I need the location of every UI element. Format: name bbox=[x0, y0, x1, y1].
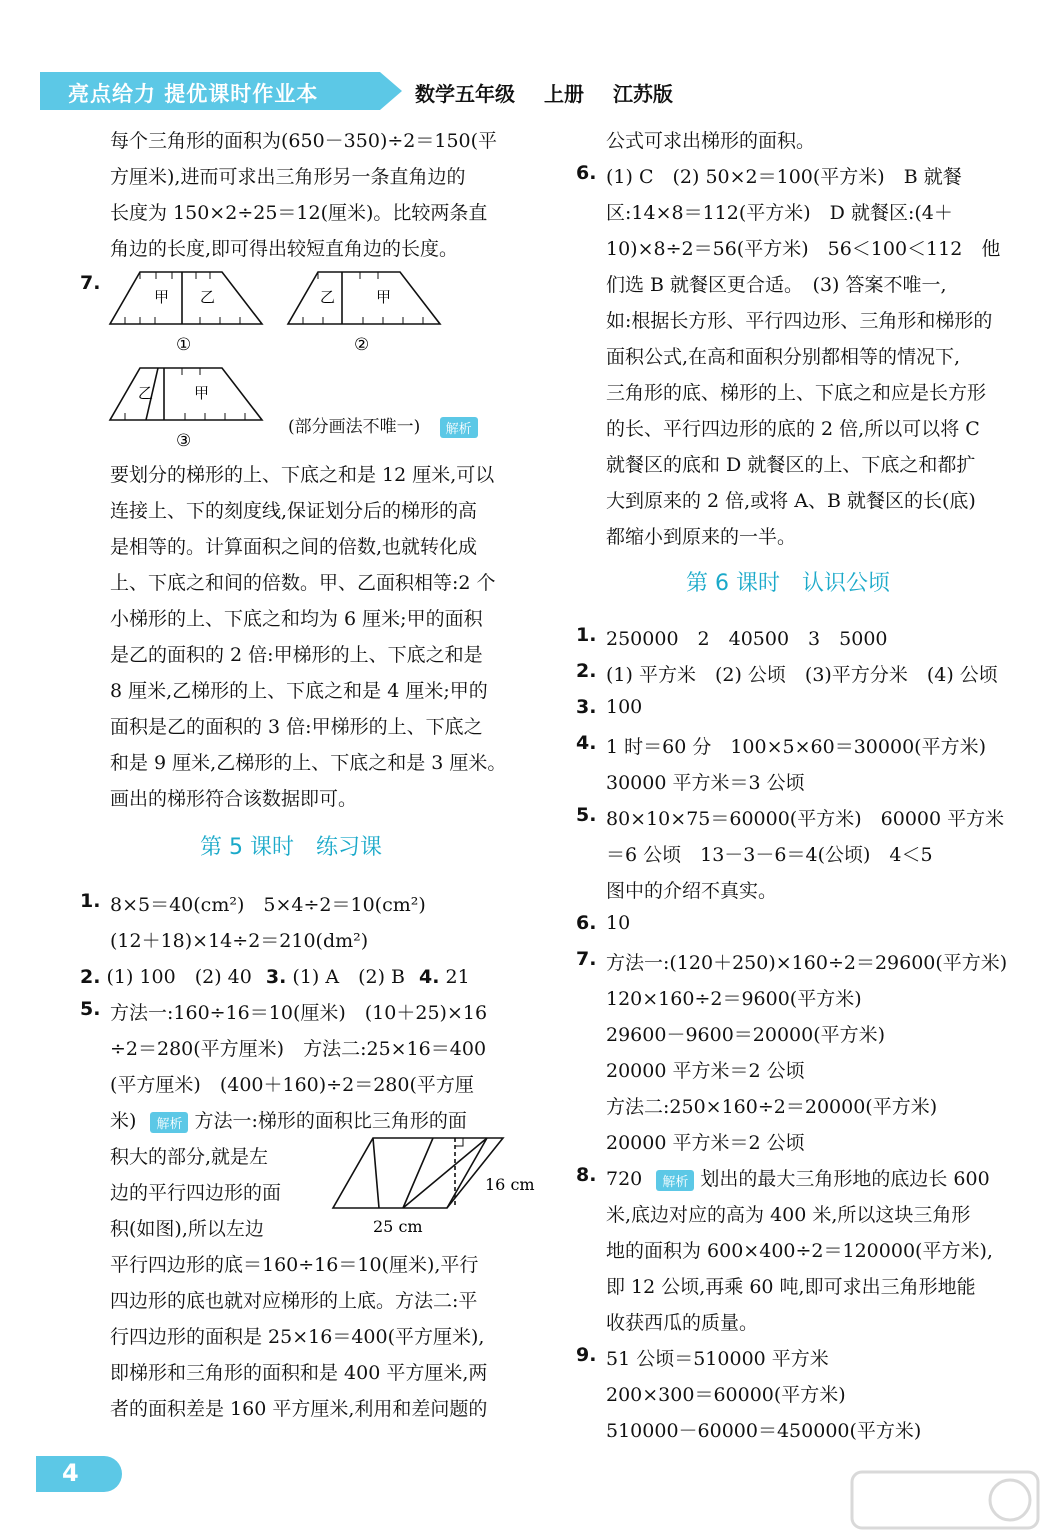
text-line: 200×300＝60000(平方米) bbox=[606, 1384, 846, 1406]
analysis-tag: 解析 bbox=[150, 1112, 188, 1133]
answer-2: (1) 100 (2) 40 bbox=[106, 966, 252, 988]
question-number: 6. bbox=[576, 912, 597, 934]
text-line bbox=[110, 1106, 467, 1133]
text-line: (平方厘米) (400＋160)÷2＝280(平方厘 bbox=[110, 1074, 474, 1096]
question-number: 7. bbox=[576, 948, 597, 970]
height-label: 16 cm bbox=[485, 1175, 535, 1194]
figure-2-label-b: 甲 bbox=[376, 288, 392, 306]
text-line: 51 公顷＝510000 平方米 bbox=[606, 1348, 829, 1370]
q7-note-text: (部分画法不唯一) bbox=[288, 417, 421, 437]
text-line: 连接上、下的刻度线,保证划分后的梯形的高 bbox=[110, 500, 478, 522]
answer-4: 21 bbox=[445, 966, 470, 988]
text-line: 方法一:160÷16＝10(厘米) (10＋25)×16 bbox=[110, 1002, 488, 1024]
text-line: (1) 平方米 (2) 公顷 (3)平方分米 (4) 公顷 bbox=[606, 664, 998, 686]
trapezoid-figure-1 bbox=[110, 272, 262, 324]
header-band-tip bbox=[380, 72, 402, 110]
text-line: 都缩小到原来的一半。 bbox=[606, 526, 797, 548]
text-line: 面积公式,在高和面积分别都相等的情况下, bbox=[606, 346, 961, 368]
analysis-tag: 解析 bbox=[440, 417, 478, 438]
text-line: 如:根据长方形、平行四边形、三角形和梯形的 bbox=[606, 310, 993, 332]
header-banner bbox=[40, 72, 400, 110]
text-line: 方厘米),进而可求出三角形另一条直角边的 bbox=[110, 166, 466, 188]
answer-3: (1) A (2) B bbox=[292, 966, 405, 988]
figure-3-label-a: 乙 bbox=[138, 384, 154, 402]
brand-title: 亮点给力 提优课时作业本 bbox=[68, 82, 319, 106]
text-line: 80×10×75＝60000(平方米) 60000 平方米 bbox=[606, 808, 1005, 830]
text-line: 方法二:250×160÷2＝20000(平方米) bbox=[606, 1096, 938, 1118]
text-line: 120×160÷2＝9600(平方米) bbox=[606, 988, 862, 1010]
text-line: 要划分的梯形的上、下底之和是 12 厘米,可以 bbox=[110, 464, 495, 486]
text-line: 小梯形的上、下底之和均为 6 厘米;甲的面积 bbox=[110, 608, 483, 630]
question-number: 3. bbox=[265, 966, 287, 988]
question-number: 5. bbox=[80, 998, 101, 1020]
q7-note bbox=[288, 412, 478, 438]
book-title bbox=[415, 78, 695, 107]
text-line: 公式可求出梯形的面积。 bbox=[606, 130, 816, 152]
text-line: 三角形的底、梯形的上、下底之和应是长方形 bbox=[606, 382, 987, 404]
trapezoid-triangle-figure bbox=[325, 1130, 540, 1240]
figure-3-label-b: 甲 bbox=[194, 384, 210, 402]
page-number-tab bbox=[36, 1456, 122, 1492]
question-number: 6. bbox=[576, 162, 597, 184]
watermark-logo bbox=[850, 1470, 1040, 1530]
question-number: 2. bbox=[80, 966, 101, 988]
text-line: 大到原来的 2 倍,或将 A、B 就餐区的长(底) bbox=[606, 490, 976, 512]
figure-3-index: ③ bbox=[176, 431, 192, 451]
text-line: 四边形的底也就对应梯形的上底。方法二:平 bbox=[110, 1290, 478, 1312]
text-line: 10)×8÷2＝56(平方米) 56＜100＜112 他 bbox=[606, 238, 1001, 260]
question-number: 7. bbox=[80, 272, 101, 294]
text-line: 是相等的。计算面积之间的倍数,也就转化成 bbox=[110, 536, 478, 558]
text-line: 每个三角形的面积为(650－350)÷2＝150(平 bbox=[110, 130, 498, 152]
text-line: 面积是乙的面积的 3 倍:甲梯形的上、下底之 bbox=[110, 716, 483, 738]
analysis-tag: 解析 bbox=[656, 1170, 694, 1191]
trapezoid-figure-2 bbox=[288, 272, 440, 324]
text-line: 米,底边对应的高为 400 米,所以这块三角形 bbox=[606, 1204, 971, 1226]
text-line: 们选 B 就餐区更合适。 (3) 答案不唯一, bbox=[606, 274, 947, 296]
section-title-lesson-6: 第 6 课时 认识公顷 bbox=[686, 571, 890, 596]
answer-row-2-4 bbox=[80, 962, 470, 989]
text-line: 8×5＝40(cm²) 5×4÷2＝10(cm²) bbox=[110, 894, 426, 916]
text-line: 画出的梯形符合该数据即可。 bbox=[110, 788, 358, 810]
text-line: 者的面积差是 160 平方厘米,利用和差问题的 bbox=[110, 1398, 488, 1420]
text-line: 积(如图),所以左边 bbox=[110, 1218, 264, 1240]
text-line: 图中的介绍不真实。 bbox=[606, 880, 778, 902]
text-line: 就餐区的底和 D 就餐区的上、下底之和都扩 bbox=[606, 454, 976, 476]
text-line: 250000 2 40500 3 5000 bbox=[606, 628, 888, 650]
text-line: 区:14×8＝112(平方米) D 就餐区:(4＋ bbox=[606, 202, 953, 224]
question-number: 9. bbox=[576, 1344, 597, 1366]
figure-1-index: ① bbox=[176, 335, 192, 355]
text-line: 10 bbox=[606, 912, 631, 934]
text-line: 510000－60000＝450000(平方米) bbox=[606, 1420, 922, 1442]
question-number: 8. bbox=[576, 1164, 597, 1186]
text-line: 的长、平行四边形的底的 2 倍,所以可以将 C bbox=[606, 418, 980, 440]
text-line: 长度为 150×2÷25＝12(厘米)。比较两条直 bbox=[110, 202, 488, 224]
trapezoid-figure-3 bbox=[110, 368, 262, 420]
text-line: 地的面积为 600×400÷2＝120000(平方米), bbox=[606, 1240, 993, 1262]
figure-1-label-a: 甲 bbox=[154, 288, 170, 306]
question-number: 5. bbox=[576, 804, 597, 826]
text-line: 30000 平方米＝3 公顷 bbox=[606, 772, 805, 794]
text-line: 即 12 公顷,再乘 60 吨,即可求出三角形地能 bbox=[606, 1276, 976, 1298]
figure-1-label-b: 乙 bbox=[200, 288, 216, 306]
page-number: 4 bbox=[62, 1459, 79, 1487]
text-line: 100 bbox=[606, 696, 643, 718]
text-line: 20000 平方米＝2 公顷 bbox=[606, 1132, 805, 1154]
edition: 江苏版 bbox=[612, 82, 673, 106]
text-line: 平行四边形的底＝160÷16＝10(厘米),平行 bbox=[110, 1254, 479, 1276]
text-line: 边的平行四边形的面 bbox=[110, 1182, 282, 1204]
question-number: 4. bbox=[419, 966, 440, 988]
base-label: 25 cm bbox=[373, 1217, 423, 1236]
text-line: ＝6 公顷 13－3－6＝4(公顷) 4＜5 bbox=[606, 844, 933, 866]
text-line: 行四边形的面积是 25×16＝400(平方厘米), bbox=[110, 1326, 485, 1348]
text-line: 方法一:(120＋250)×160÷2＝29600(平方米) bbox=[606, 952, 1008, 974]
text-line: 20000 平方米＝2 公顷 bbox=[606, 1060, 805, 1082]
text-line: 收获西瓜的质量。 bbox=[606, 1312, 759, 1334]
text-line: 积大的部分,就是左 bbox=[110, 1146, 269, 1168]
figure-2-label-a: 乙 bbox=[320, 288, 336, 306]
text-line: ÷2＝280(平方厘米) 方法二:25×16＝400 bbox=[110, 1038, 487, 1060]
text-fragment: 720 bbox=[606, 1168, 643, 1190]
text-line: 1 时＝60 分 100×5×60＝30000(平方米) bbox=[606, 736, 986, 758]
text-line: 上、下底之和间的倍数。甲、乙面积相等:2 个 bbox=[110, 572, 496, 594]
text-line: 即梯形和三角形的面积和是 400 平方厘米,两 bbox=[110, 1362, 488, 1384]
volume: 上册 bbox=[543, 82, 584, 106]
text-line: 角边的长度,即可得出较短直角边的长度。 bbox=[110, 238, 459, 260]
question-number: 1. bbox=[576, 624, 597, 646]
text-line bbox=[606, 1164, 990, 1191]
text-line: 是乙的面积的 2 倍:甲梯形的上、下底之和是 bbox=[110, 644, 483, 666]
text-fragment: 方法一:梯形的面积比三角形的面 bbox=[194, 1110, 467, 1132]
figure-2-index: ② bbox=[354, 335, 370, 355]
question-number: 3. bbox=[576, 696, 597, 718]
question-number: 2. bbox=[576, 660, 597, 682]
text-line: 29600－9600＝20000(平方米) bbox=[606, 1024, 886, 1046]
text-line: (12＋18)×14÷2＝210(dm²) bbox=[110, 930, 369, 952]
section-title-lesson-5: 第 5 课时 练习课 bbox=[200, 835, 382, 860]
text-line: 8 厘米,乙梯形的上、下底之和是 4 厘米;甲的 bbox=[110, 680, 488, 702]
subject: 数学五年级 bbox=[415, 82, 515, 106]
text-line: (1) C (2) 50×2＝100(平方米) B 就餐 bbox=[606, 166, 962, 188]
question-number: 1. bbox=[80, 890, 101, 912]
text-line: 和是 9 厘米,乙梯形的上、下底之和是 3 厘米。 bbox=[110, 752, 507, 774]
text-fragment: 米) bbox=[110, 1110, 137, 1132]
question-number: 4. bbox=[576, 732, 597, 754]
text-fragment: 划出的最大三角形地的底边长 600 bbox=[700, 1168, 990, 1190]
